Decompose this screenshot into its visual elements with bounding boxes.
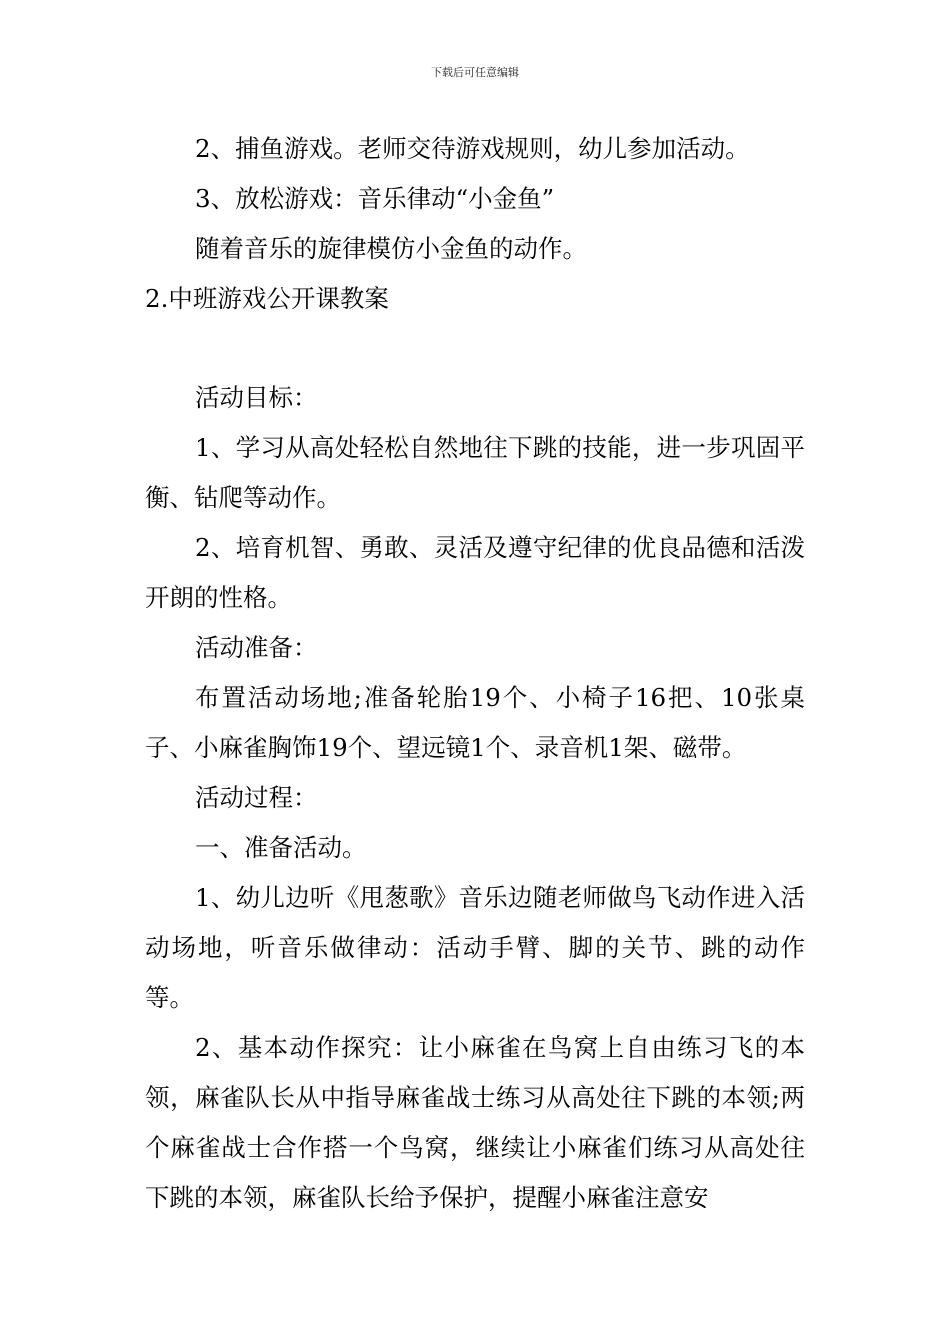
paragraph-goal-2: 2、培育机智、勇敢、灵活及遵守纪律的优良品德和活泼开朗的性格。 xyxy=(145,533,805,612)
page-header: 下载后可任意编辑 xyxy=(431,66,519,79)
paragraph-process-1: 1、幼儿边听《甩葱歌》音乐边随老师做鸟飞动作进入活动场地，听音乐做律动：活动手臂、脚的关节、跳的动作等。 xyxy=(145,883,805,1012)
blank-line xyxy=(145,324,805,373)
paragraph-fishing-game: 2、捕鱼游戏。老师交待游戏规则，幼儿参加活动。 xyxy=(195,134,750,163)
heading-activity-goals: 活动目标： xyxy=(195,383,318,412)
paragraph-goal-1: 1、学习从高处轻松自然地往下跳的技能，进一步巩固平衡、钻爬等动作。 xyxy=(145,433,805,512)
paragraph-preparation: 布置活动场地;准备轮胎19个、小椅子16把、10张桌子、小麻雀胸饰19个、望远镜1个、录音机1架、磁带。 xyxy=(145,683,805,762)
document-body xyxy=(145,124,805,1223)
heading-activity-preparation: 活动准备： xyxy=(195,633,318,662)
heading-activity-process: 活动过程： xyxy=(195,783,318,812)
paragraph-process-2: 2、基本动作探究：让小麻雀在鸟窝上自由练习飞的本领，麻雀队长从中指导麻雀战士练习从高处往下跳的本领;两个麻雀战士合作搭一个鸟窝，继续让小麻雀们练习从高处往下跳的本领，麻雀队长给予保护，提醒小麻雀注意安 xyxy=(145,1033,805,1212)
paragraph-relax-game: 3、放松游戏：音乐律动“小金鱼” xyxy=(195,184,555,213)
heading-warmup: 一、准备活动。 xyxy=(195,833,367,862)
section-title: 2.中班游戏公开课教案 xyxy=(145,284,389,313)
paragraph-music-imitation: 随着音乐的旋律模仿小金鱼的动作。 xyxy=(195,234,587,263)
